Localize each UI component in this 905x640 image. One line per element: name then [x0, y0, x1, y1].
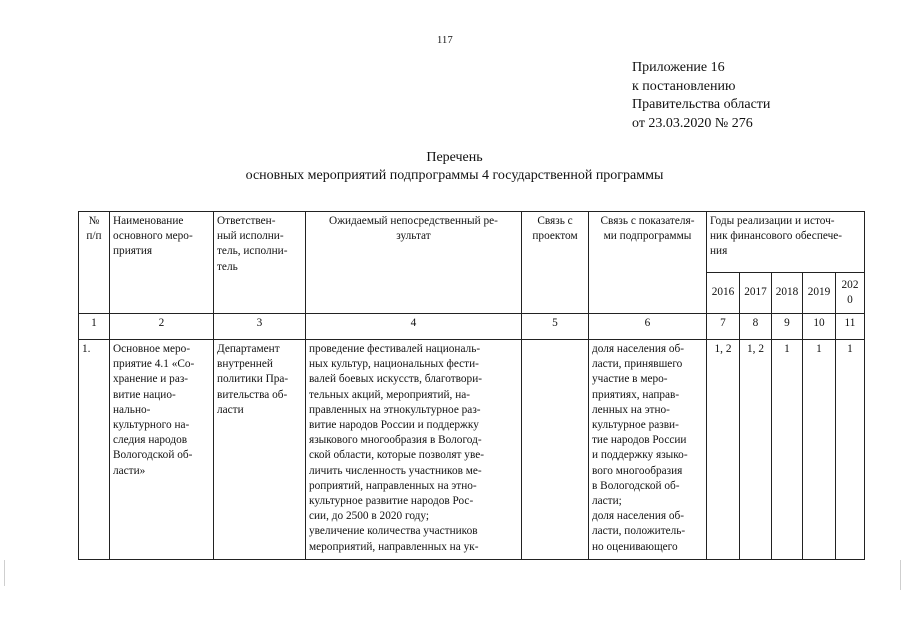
row-year-value: 1 — [772, 340, 803, 560]
header-expected-result: Ожидаемый непосредственный ре- зультат — [306, 212, 522, 314]
row-measure-name: Основное меро- приятие 4.1 «Со- хранение и раз- витие нацио- нально- культурного на- следия народов Вологодской об- ласти» — [110, 340, 214, 560]
column-number: 2 — [110, 314, 214, 340]
header-year: 2019 — [803, 273, 836, 314]
header-year: 2018 — [772, 273, 803, 314]
header-measure-name: Наименование основного меро- приятия — [110, 212, 214, 314]
title-line: Перечень — [426, 150, 483, 165]
column-number: 11 — [836, 314, 865, 340]
column-number: 9 — [772, 314, 803, 340]
column-number: 6 — [589, 314, 707, 340]
document-title — [0, 149, 905, 185]
table-row — [79, 340, 865, 560]
row-year-value: 1, 2 — [707, 340, 740, 560]
row-year-value: 1, 2 — [740, 340, 772, 560]
column-number: 10 — [803, 314, 836, 340]
row-year-value: 1 — [836, 340, 865, 560]
column-number: 7 — [707, 314, 740, 340]
header-years-financing: Годы реализации и источ- ник финансового обеспече- ния — [707, 212, 865, 273]
header-year: 202 0 — [836, 273, 865, 314]
scan-edge-mark — [900, 560, 901, 590]
column-number: 1 — [79, 314, 110, 340]
row-executor: Департамент внутренней политики Пра- вительства об- ласти — [214, 340, 306, 560]
header-project-link: Связь с проектом — [522, 212, 589, 314]
measures-table — [78, 211, 865, 560]
appendix-line: Приложение 16 — [632, 60, 725, 75]
column-number: 3 — [214, 314, 306, 340]
page-number: 117 — [437, 35, 453, 46]
row-indicators: доля населения об- ласти, принявшего участие в меро- приятиях, направ- ленных на этно- культурное разви- тие народов России и поддержку языко- вого многообразия в Вологодской об- ласти; доля населения об- ласти, положитель- но оценивающего — [589, 340, 707, 560]
column-number: 4 — [306, 314, 522, 340]
title-line: основных мероприятий подпрограммы 4 государственной программы — [245, 168, 664, 183]
header-year: 2017 — [740, 273, 772, 314]
row-expected-result: проведение фестивалей националь- ных культур, национальных фести- валей боевых искусств, благотвори- тельных акций, мероприятий, на- правленных на этнокультурное раз- витие народов России и поддержку языкового многообразия в Вологод- ской области, которые позволят уве- личить численность участников ме- роприятий, направленных на этно- культурное развитие народов Рос- сии, до 2500 в 2020 году; увеличение количества участников мероприятий, направленных на ук- — [306, 340, 522, 560]
row-number: 1. — [79, 340, 110, 560]
header-indicators-link: Связь с показателя- ми подпрограммы — [589, 212, 707, 314]
appendix-header — [632, 59, 770, 133]
row-project-link — [522, 340, 589, 560]
scan-edge-mark — [4, 560, 5, 586]
header-executor: Ответствен- ный исполни- тель, исполни- тель — [214, 212, 306, 314]
row-year-value: 1 — [803, 340, 836, 560]
appendix-line: от 23.03.2020 № 276 — [632, 115, 753, 131]
appendix-line: к постановлению — [632, 78, 736, 94]
column-number: 5 — [522, 314, 589, 340]
header-number: № п/п — [79, 212, 110, 314]
header-year: 2016 — [707, 273, 740, 314]
appendix-line: Правительства области — [632, 97, 771, 113]
column-number: 8 — [740, 314, 772, 340]
